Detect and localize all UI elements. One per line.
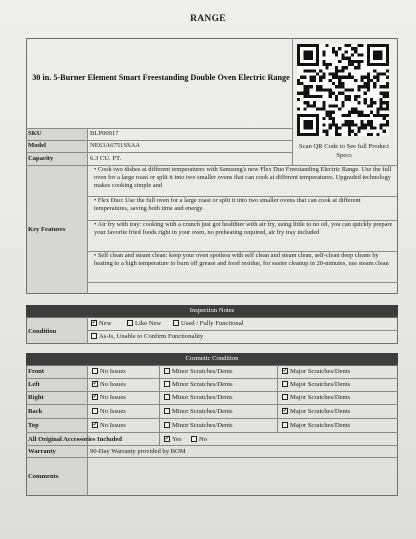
cosmetic-option[interactable]: ✓ No Issues [92, 394, 126, 402]
cosmetic-row-label: Top [28, 422, 39, 429]
spec-label-sku: SKU [28, 130, 42, 137]
cosmetic-row-label: Front [28, 368, 44, 375]
cosmetic-row-label: Right [28, 394, 44, 401]
cosmetic-option[interactable]: Major Scratches/Dents [282, 422, 350, 430]
cosmetic-option[interactable]: ✓ Major Scratches/Dents [282, 408, 350, 416]
cosmetic-row-label: Left [28, 381, 40, 388]
checkbox-accessories-no[interactable] [191, 436, 197, 442]
spec-value-capacity: 6.3 CU. FT. [90, 155, 122, 162]
cosmetic-option[interactable]: ✓ Major Scratches/Dents [282, 368, 350, 376]
checkbox-used[interactable] [173, 320, 179, 326]
comments-label: Comments [28, 473, 59, 480]
checkbox-accessories-yes[interactable] [164, 436, 170, 442]
cosmetic-checkbox[interactable] [282, 422, 288, 428]
cosmetic-checkbox[interactable] [164, 368, 170, 374]
cosmetic-option[interactable]: Minor Scratches/Dents [164, 381, 233, 389]
cosmetic-option[interactable]: Major Scratches/Dents [282, 381, 350, 389]
accessories-no[interactable]: No [191, 436, 207, 444]
cosmetic-option[interactable]: No Issues [92, 368, 126, 376]
checkbox-new[interactable] [91, 320, 97, 326]
qr-note: Scan QR Code to See full Product Specs [298, 143, 390, 159]
key-features-label: Key Features [28, 226, 66, 233]
cosmetic-checkbox[interactable] [164, 408, 170, 414]
spec-value-model: NE63A6751SSAA [90, 142, 141, 149]
page-title: RANGE [190, 14, 226, 24]
cosmetic-checkbox[interactable] [92, 394, 98, 400]
checkbox-as-is[interactable] [91, 333, 97, 339]
cosmetic-checkbox[interactable] [282, 394, 288, 400]
cosmetic-checkbox[interactable] [92, 368, 98, 374]
cosmetic-checkbox[interactable] [92, 408, 98, 414]
inspection-header: Inspection Notes [26, 305, 398, 317]
warranty-label: Warranty [28, 448, 56, 455]
feature-item: • Air fry with tray: cooking with a crunch just got healthier with air fry, using little to no oil, you can quickly prepare your favorite fried foods right in your oven, no preheating required, air fry tray included [94, 221, 393, 236]
condition-new[interactable]: ✓New [91, 320, 111, 328]
cosmetic-row-label: Back [28, 408, 43, 415]
cosmetic-option[interactable]: No Issues [92, 408, 126, 416]
spec-label-capacity: Capacity [28, 155, 54, 162]
cosmetic-option[interactable]: Major Scratches/Dents [282, 394, 350, 402]
cosmetic-checkbox[interactable] [164, 394, 170, 400]
spec-label-model: Model [28, 142, 46, 149]
accessories-label: All Original Accessories Included [28, 436, 122, 443]
cosmetic-checkbox[interactable] [92, 422, 98, 428]
cosmetic-option[interactable]: Minor Scratches/Dents [164, 394, 233, 402]
cosmetic-checkbox[interactable] [282, 368, 288, 374]
qr-code[interactable] [297, 44, 389, 136]
feature-item: • Self clean and steam clean: keep your oven spotless with self clean and steam clean, self-clean deep cleans by heating to a high temperature to burn off grease and food residue, for easier cleanup in 20-minutes, use steam clean [94, 252, 389, 267]
cosmetic-option[interactable]: ✓ No Issues [92, 381, 126, 389]
accessories-yes[interactable]: ✓ Yes [164, 436, 182, 444]
checkbox-like-new[interactable] [127, 320, 133, 326]
cosmetic-checkbox[interactable] [164, 381, 170, 387]
cosmetic-checkbox[interactable] [92, 381, 98, 387]
cosmetic-header: Cosmetic Condition [26, 353, 398, 365]
cosmetic-option[interactable]: Minor Scratches/Dents [164, 408, 233, 416]
cosmetic-checkbox[interactable] [164, 422, 170, 428]
feature-item: • Cook two dishes at different temperatures with Samsung's new Flex Duo Freestanding Electric Range. Use the full oven for a large roast or split it into two smaller ovens that can cook at different temperatures. Upgraded technology makes cooking simple and [94, 166, 392, 189]
cosmetic-checkbox[interactable] [282, 381, 288, 387]
warranty-value: 90-Day Warranty provided by BOM [90, 448, 186, 455]
condition-label: Condition [28, 328, 57, 335]
cosmetic-option[interactable]: ✓ No Issues [92, 422, 126, 430]
cosmetic-option[interactable]: Minor Scratches/Dents [164, 422, 233, 430]
cosmetic-checkbox[interactable] [282, 408, 288, 414]
feature-item: • Flex Duo: Use the full oven for a large roast or split it into two smaller ovens that can cook at different temperatures, saving both time and energy. [94, 197, 361, 212]
product-title: 30 in. 5-Burner Element Smart Freestanding Double Oven Electric Range [32, 73, 290, 82]
condition-like-new[interactable]: Like New [127, 320, 161, 328]
condition-as-is[interactable]: As-Is, Unable to Confirm Functionality [91, 333, 203, 341]
cosmetic-option[interactable]: Minor Scratches/Dents [164, 368, 233, 376]
spec-value-sku: BLP00917 [90, 130, 119, 137]
condition-used[interactable]: Used / Fully Functional [173, 320, 243, 328]
